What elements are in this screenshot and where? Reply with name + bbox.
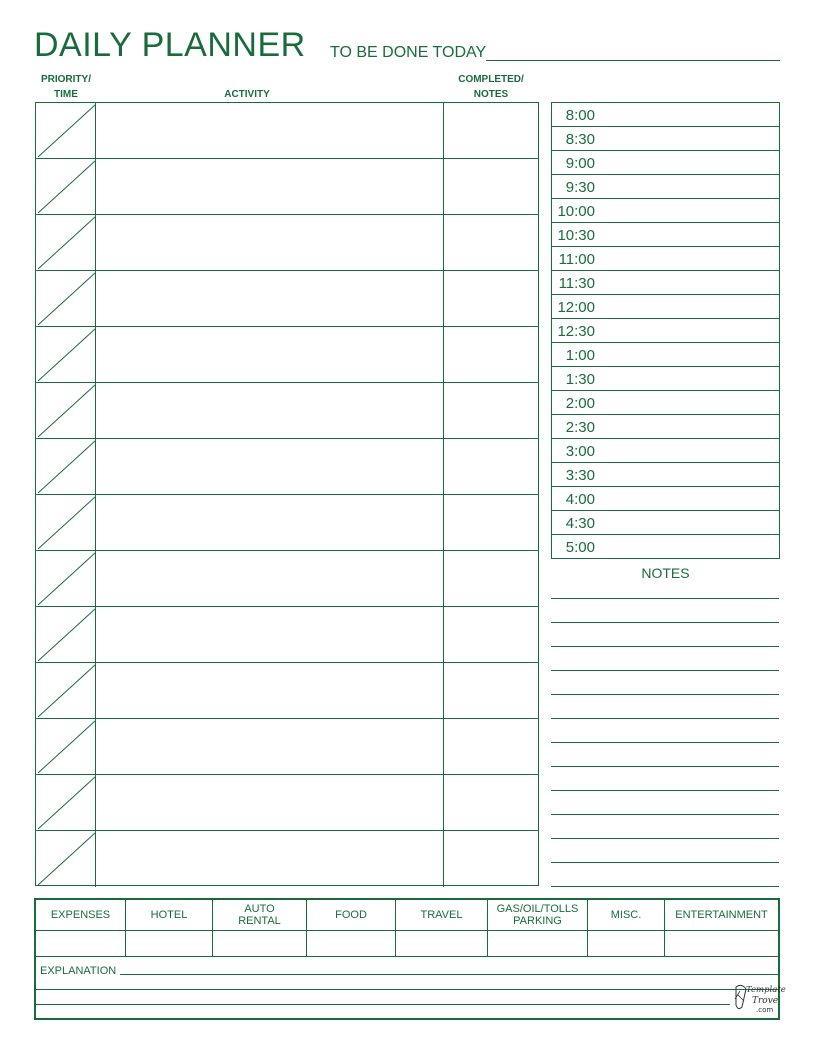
time-label: 11:00 [558, 251, 595, 268]
expense-header-text [675, 909, 768, 921]
priority-time-cell[interactable] [36, 159, 96, 214]
activity-cell[interactable] [96, 271, 444, 326]
to-be-done-label: TO BE DONE TODAY [330, 44, 487, 61]
expense-header-line2: PARKING [513, 915, 562, 927]
task-row [36, 775, 538, 831]
priority-time-cell[interactable] [36, 439, 96, 494]
notes-line[interactable] [551, 694, 779, 695]
time-slot[interactable] [552, 175, 779, 199]
completed-notes-cell[interactable] [444, 383, 538, 438]
priority-diagonal [36, 551, 96, 607]
priority-diagonal [36, 215, 96, 271]
activity-cell[interactable] [96, 607, 444, 662]
priority-time-cell[interactable] [36, 775, 96, 830]
notes-line[interactable] [551, 886, 779, 887]
time-label: 4:30 [565, 515, 595, 532]
time-slot[interactable] [552, 463, 779, 487]
time-label: 5:00 [565, 539, 595, 556]
explanation-line[interactable] [120, 974, 778, 975]
expense-header-text [611, 909, 642, 921]
expense-header-text [151, 909, 188, 921]
expense-header-text [421, 909, 463, 921]
task-table [35, 102, 539, 886]
notes-line[interactable] [551, 862, 779, 863]
expense-value-cell[interactable] [665, 930, 778, 956]
completed-notes-cell[interactable] [444, 159, 538, 214]
notes-line[interactable] [551, 838, 779, 839]
time-slot[interactable] [552, 151, 779, 175]
expense-header-text [238, 903, 281, 927]
priority-diagonal [36, 607, 96, 663]
time-slot[interactable] [552, 319, 779, 343]
explanation-line[interactable] [36, 989, 778, 990]
notes-line[interactable] [551, 790, 779, 791]
explanation-line[interactable] [36, 1004, 730, 1005]
expense-value-cell[interactable] [488, 930, 588, 956]
time-slot[interactable] [552, 487, 779, 511]
priority-time-cell[interactable] [36, 719, 96, 774]
to-be-done-input-line[interactable] [486, 60, 780, 61]
completed-notes-cell[interactable] [444, 663, 538, 718]
task-row [36, 663, 538, 719]
notes-line[interactable] [551, 742, 779, 743]
time-slot[interactable] [552, 295, 779, 319]
expense-value-cell[interactable] [213, 930, 307, 956]
expense-value-cell[interactable] [588, 930, 665, 956]
activity-cell[interactable] [96, 495, 444, 550]
notes-line[interactable] [551, 622, 779, 623]
hourly-schedule [551, 102, 780, 559]
activity-cell[interactable] [96, 775, 444, 830]
task-row [36, 439, 538, 495]
completed-notes-cell[interactable] [444, 607, 538, 662]
time-label: 11:30 [558, 275, 595, 292]
expense-header-line1: FOOD [335, 909, 367, 921]
time-label: 2:30 [565, 419, 595, 436]
task-row [36, 271, 538, 327]
time-slot[interactable] [552, 199, 779, 223]
time-label: 4:00 [565, 491, 595, 508]
expenses-divider [36, 956, 778, 957]
priority-time-cell[interactable] [36, 831, 96, 887]
completed-notes-cell[interactable] [444, 551, 538, 606]
time-slot[interactable] [552, 511, 779, 535]
time-slot[interactable] [552, 391, 779, 415]
priority-time-cell[interactable] [36, 327, 96, 382]
activity-cell[interactable] [96, 439, 444, 494]
time-label: 9:00 [565, 155, 595, 172]
priority-diagonal [36, 103, 96, 159]
expense-value-cell[interactable] [36, 930, 126, 956]
completed-header-line2: NOTES [473, 89, 509, 100]
expense-header-line2: RENTAL [238, 915, 281, 927]
expense-header-1 [126, 900, 213, 930]
priority-header-line2: TIME [54, 89, 78, 100]
time-slot[interactable] [552, 439, 779, 463]
expense-header-6 [588, 900, 665, 930]
task-row [36, 607, 538, 663]
expense-header-3 [307, 900, 396, 930]
time-slot[interactable] [552, 415, 779, 439]
time-label: 1:30 [565, 371, 595, 388]
activity-cell[interactable] [96, 831, 444, 887]
completed-column-header [443, 72, 539, 102]
expense-header-line1: EXPENSES [50, 909, 111, 921]
time-label: 2:00 [565, 395, 595, 412]
completed-notes-cell[interactable] [444, 439, 538, 494]
completed-notes-cell[interactable] [444, 271, 538, 326]
activity-cell[interactable] [96, 663, 444, 718]
activity-cell[interactable] [96, 159, 444, 214]
time-label: 8:00 [565, 107, 595, 124]
page-title: DAILY PLANNER [34, 26, 306, 64]
priority-diagonal [36, 663, 96, 719]
logo-line3: .com [756, 1006, 774, 1014]
time-label: 12:30 [557, 323, 595, 340]
priority-time-cell[interactable] [36, 383, 96, 438]
priority-time-cell[interactable] [36, 215, 96, 270]
task-row [36, 327, 538, 383]
priority-diagonal [36, 831, 96, 887]
expense-header-line1: MISC. [610, 909, 642, 921]
logo-line2: Trove [752, 996, 779, 1006]
time-label: 8:30 [565, 131, 595, 148]
time-slot[interactable] [552, 271, 779, 295]
notes-title: NOTES [641, 565, 690, 581]
activity-cell[interactable] [96, 551, 444, 606]
task-row [36, 159, 538, 215]
time-slot[interactable] [552, 367, 779, 391]
expense-header-line1: AUTO [244, 903, 275, 915]
explanation-label: EXPLANATION [40, 965, 117, 977]
time-label: 10:30 [557, 227, 595, 244]
template-trove-logo [732, 981, 786, 1015]
priority-diagonal [36, 775, 96, 831]
expense-value-cell[interactable] [126, 930, 213, 956]
activity-cell[interactable] [96, 103, 444, 158]
expense-header-text [497, 903, 579, 927]
task-row [36, 215, 538, 271]
expense-header-line1: HOTEL [150, 909, 188, 921]
priority-diagonal [36, 495, 96, 551]
completed-notes-cell[interactable] [444, 103, 538, 158]
time-label: 9:30 [565, 179, 595, 196]
expense-header-2 [213, 900, 307, 930]
time-slot[interactable] [552, 103, 779, 127]
priority-time-cell[interactable] [36, 495, 96, 550]
expense-header-7 [665, 900, 778, 930]
notes-line[interactable] [551, 766, 779, 767]
priority-header-line1: PRIORITY/ [40, 74, 91, 85]
task-row [36, 103, 538, 159]
priority-diagonal [36, 439, 96, 495]
time-label: 12:00 [557, 299, 595, 316]
time-label: 3:00 [565, 443, 595, 460]
task-row [36, 495, 538, 551]
time-slot[interactable] [552, 223, 779, 247]
time-slot[interactable] [552, 247, 779, 271]
task-row [36, 719, 538, 775]
notes-line[interactable] [551, 670, 779, 671]
expense-value-cell[interactable] [396, 930, 488, 956]
notes-line[interactable] [551, 718, 779, 719]
time-slot[interactable] [552, 343, 779, 367]
expense-header-line1: TRAVEL [420, 909, 463, 921]
priority-time-cell[interactable] [36, 551, 96, 606]
notes-line[interactable] [551, 646, 779, 647]
priority-diagonal [36, 719, 96, 775]
priority-diagonal [36, 271, 96, 327]
completed-header-line1: COMPLETED/ [458, 74, 524, 85]
expense-header-text [51, 909, 110, 921]
time-label: 3:30 [565, 467, 595, 484]
priority-time-cell[interactable] [36, 103, 96, 158]
expense-header-0 [36, 900, 126, 930]
time-label: 10:00 [557, 203, 595, 220]
activity-cell[interactable] [96, 215, 444, 270]
time-slot[interactable] [552, 535, 779, 559]
priority-diagonal [36, 383, 96, 439]
expenses-table [34, 898, 786, 1020]
task-row [36, 551, 538, 607]
completed-notes-cell[interactable] [444, 831, 538, 887]
activity-column-header: ACTIVITY [224, 89, 270, 100]
completed-notes-cell[interactable] [444, 719, 538, 774]
expense-header-text [335, 909, 367, 921]
time-slot[interactable] [552, 127, 779, 151]
notes-line[interactable] [551, 598, 779, 599]
completed-notes-cell[interactable] [444, 215, 538, 270]
priority-time-cell[interactable] [36, 271, 96, 326]
expense-header-line1: ENTERTAINMENT [675, 909, 768, 921]
activity-cell[interactable] [96, 383, 444, 438]
expense-header-5 [488, 900, 588, 930]
priority-column-header [35, 72, 97, 102]
activity-cell[interactable] [96, 327, 444, 382]
notes-line[interactable] [551, 814, 779, 815]
activity-cell[interactable] [96, 719, 444, 774]
task-row [36, 831, 538, 887]
task-row [36, 383, 538, 439]
time-label: 1:00 [565, 347, 595, 364]
completed-notes-cell[interactable] [444, 495, 538, 550]
priority-time-cell[interactable] [36, 607, 96, 662]
priority-diagonal [36, 327, 96, 383]
priority-time-cell[interactable] [36, 663, 96, 718]
expense-value-cell[interactable] [307, 930, 396, 956]
expense-header-4 [396, 900, 488, 930]
priority-diagonal [36, 159, 96, 215]
completed-notes-cell[interactable] [444, 775, 538, 830]
completed-notes-cell[interactable] [444, 327, 538, 382]
logo-line1: Template [746, 985, 786, 995]
expense-header-line1: GAS/OIL/TOLLS [496, 903, 579, 915]
